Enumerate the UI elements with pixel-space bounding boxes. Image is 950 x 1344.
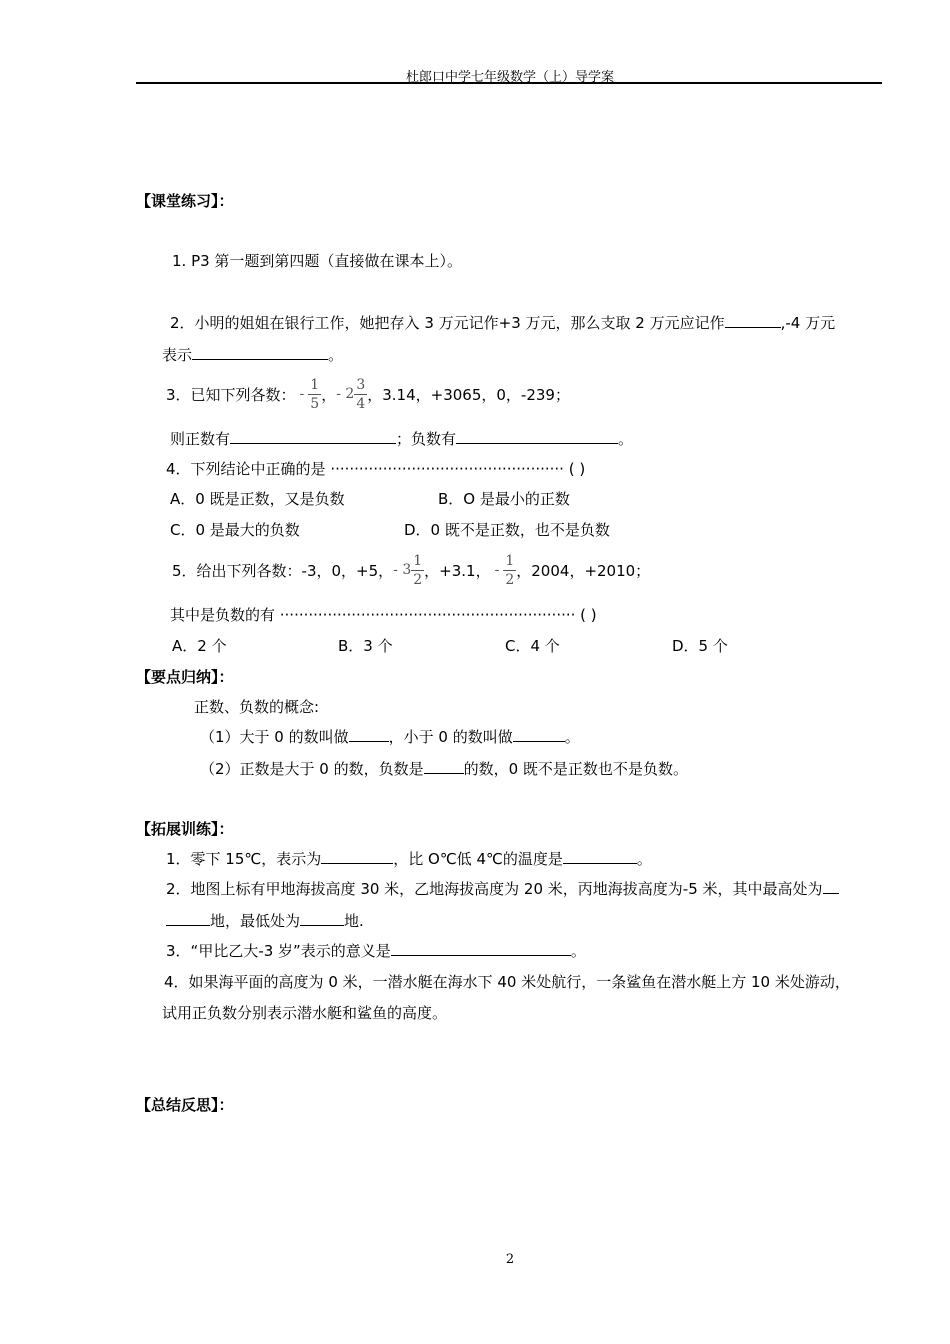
fraction-numerator: 1: [413, 552, 423, 569]
section-practice-title: 【课堂练习】：: [136, 192, 234, 210]
practice-q2-text-a: 2．小明的姐姐在银行工作，她把存入 3 万元记作+3 万元，那么支取 2 万元应记作: [170, 314, 725, 332]
keypoint-text: （1）大于 0 的数叫做: [200, 728, 349, 746]
fraction: [354, 378, 367, 411]
answer-blank[interactable]: [513, 727, 565, 742]
choice-d: D．0 既不是正数，也不是负数: [404, 521, 610, 539]
positive-numbers-label: 则正数有: [170, 430, 231, 448]
exercise-text: 2．地图上标有甲地海拔高度 30 米，乙地海拔高度为 20 米，丙地海拔高度为-5 米，其中最高处为: [166, 880, 823, 898]
practice-q2-text-c: 表示: [162, 346, 193, 364]
fraction-bar: [503, 570, 516, 571]
choice-d: D．5 个: [672, 637, 728, 655]
answer-blank[interactable]: [321, 849, 393, 864]
choice-a: A．0 既是正数，又是负数: [170, 490, 345, 508]
section-keypoints-title: 【要点归纳】：: [136, 668, 234, 686]
exercise-text: 3．“甲比乙大-3 岁”表示的意义是: [166, 942, 391, 960]
answer-blank[interactable]: [456, 429, 618, 444]
fraction-bar: [411, 570, 424, 571]
section-extension-title: 【拓展训练】：: [136, 820, 234, 838]
fraction: [308, 378, 321, 411]
exercise-text: 地.: [344, 912, 364, 930]
answer-blank[interactable]: [192, 345, 328, 360]
practice-q2-end: 。: [328, 346, 344, 364]
practice-q4-stem: [166, 458, 585, 479]
question-text: 4．下列结论中正确的是 ·················································: [166, 460, 564, 478]
extension-e2-line1: [166, 878, 839, 899]
practice-q3-line2: [170, 428, 633, 449]
choice-b: B．3 个: [338, 637, 393, 655]
keypoints-p2: [200, 758, 688, 779]
extension-e3: [166, 940, 586, 961]
practice-q3-prefix: 3．已知下列各数：: [166, 385, 296, 404]
fraction-numerator: 1: [310, 376, 320, 393]
practice-q3-rest: ，3.14，+3065，0，-239；: [367, 385, 570, 404]
exercise-text: 1．零下 15℃，表示为: [166, 850, 322, 868]
minus-sign: -: [494, 562, 500, 578]
practice-q5-mid: ，+3.1，: [424, 561, 491, 580]
page-header-title: 杜郎口中学七年级数学（上）导学案: [405, 70, 614, 85]
fraction-numerator: 3: [356, 376, 366, 393]
line-end: 。: [564, 728, 580, 746]
practice-q5-prefix: 5．给出下列各数：-3，0，+5，: [172, 561, 394, 580]
question-text: 其中是负数的有 ······························································: [170, 606, 576, 624]
fraction: [503, 554, 516, 587]
minus-sign: -: [299, 386, 305, 402]
practice-q5-rest: ，2004，+2010；: [516, 561, 651, 580]
exercise-text: 地，最低处为: [210, 912, 301, 930]
extension-e2-line2: [166, 910, 364, 931]
practice-q3-line1: [166, 372, 570, 416]
answer-blank[interactable]: [166, 911, 210, 926]
answer-blank[interactable]: [300, 911, 344, 926]
answer-blank[interactable]: [349, 727, 389, 742]
answer-blank[interactable]: [230, 429, 396, 444]
fraction-bar: [354, 394, 367, 395]
keypoint-text: （2）正数是大于 0 的数，负数是: [200, 760, 424, 778]
choice-a: A．2 个: [172, 637, 227, 655]
keypoints-intro: 正数、负数的概念:: [194, 698, 320, 716]
answer-blank[interactable]: [563, 849, 637, 864]
line-end: 。: [618, 430, 634, 448]
answer-blank[interactable]: [823, 879, 839, 894]
answer-blank[interactable]: [391, 941, 571, 956]
exercise-text: ，比 O℃低 4℃的温度是: [393, 850, 563, 868]
separator: ，: [321, 385, 337, 404]
fraction-numerator: 1: [505, 552, 515, 569]
fraction-denominator: 2: [413, 571, 423, 588]
choice-c: C．0 是最大的负数: [170, 521, 300, 539]
mixed-number-whole: - 2: [336, 386, 355, 402]
practice-q2-line1: [170, 312, 835, 333]
practice-q2-text-b: ,-4 万元: [780, 314, 836, 332]
header-rule: [136, 82, 882, 84]
mixed-number-whole: - 3: [393, 562, 412, 578]
choice-b: B．O 是最小的正数: [438, 490, 570, 508]
extension-e4-line2: 试用正负数分别表示潜水艇和鲨鱼的高度。: [162, 1004, 448, 1022]
keypoints-p1: [200, 726, 580, 747]
section-reflection-title: 【总结反思】：: [136, 1096, 234, 1114]
fraction-denominator: 2: [505, 571, 515, 588]
answer-parentheses[interactable]: ( ): [580, 606, 597, 624]
line-end: 。: [570, 942, 586, 960]
page-number: 2: [505, 1252, 515, 1267]
practice-q5-stem: [170, 604, 597, 625]
fraction-bar: [308, 394, 321, 395]
choice-c: C．4 个: [505, 637, 560, 655]
answer-blank[interactable]: [424, 759, 464, 774]
fraction: [411, 554, 424, 587]
extension-e4-line1: 4．如果海平面的高度为 0 米，一潜水艇在海水下 40 米处航行，一条鲨鱼在潜水艇上方 10 米处游动，: [164, 973, 850, 991]
extension-e1: [166, 848, 652, 869]
practice-q1: 1. P3 第一题到第四题（直接做在课本上）。: [172, 252, 462, 270]
keypoint-text: ，小于 0 的数叫做: [388, 728, 513, 746]
line-end: 。: [636, 850, 652, 868]
negative-numbers-label: ；负数有: [396, 430, 457, 448]
keypoint-text: 的数，0 既不是正数也不是负数。: [463, 760, 688, 778]
answer-blank[interactable]: [725, 313, 781, 328]
answer-parentheses[interactable]: ( ): [568, 460, 586, 478]
fraction-denominator: 4: [356, 395, 366, 412]
fraction-denominator: 5: [310, 395, 320, 412]
practice-q2-line2: [162, 344, 343, 365]
practice-q5-line1: [172, 548, 650, 592]
